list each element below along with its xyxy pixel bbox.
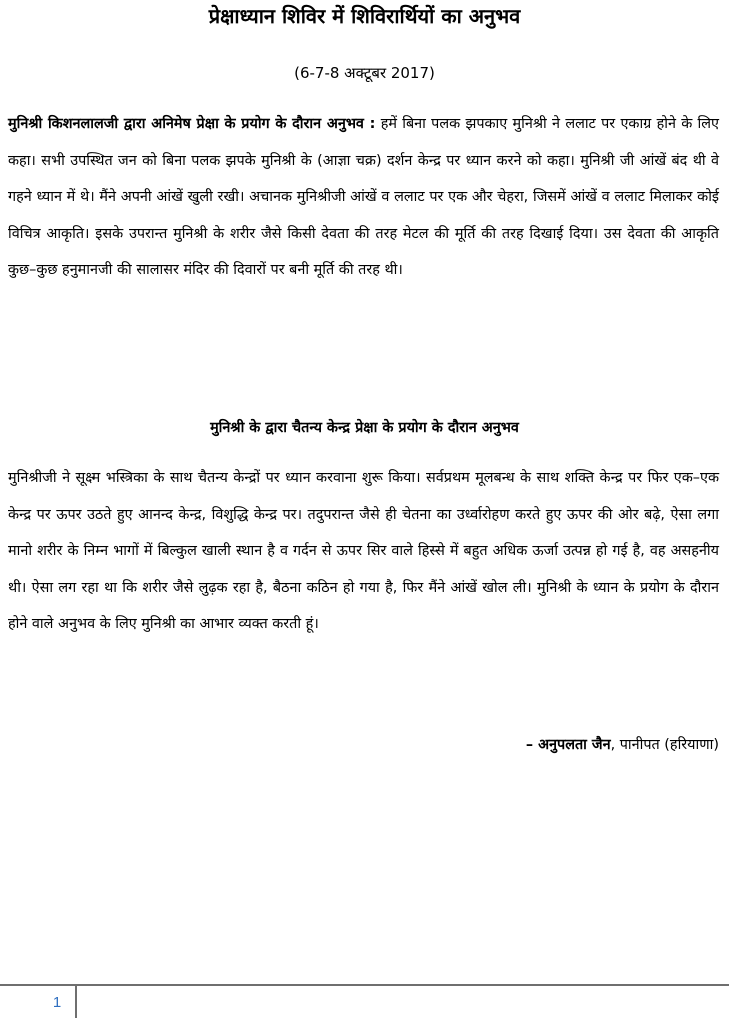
page-number-separator — [75, 986, 77, 1018]
paragraph-animesh-preksha — [8, 106, 719, 289]
page-number: 1 — [52, 994, 62, 1011]
signature-dash: – — [525, 737, 539, 753]
signature — [526, 730, 719, 760]
paragraph-lead: मुनिश्री किशनलालजी द्वारा अनिमेष प्रेक्षा के प्रयोग के दौरान अनुभव : — [8, 116, 376, 132]
event-date: (6-7-8 अक्टूबर 2017) — [294, 64, 435, 82]
author-place: , पानीपत (हरियाणा) — [610, 737, 719, 753]
footer-rule — [0, 984, 729, 986]
paragraph-chaitanya-kendra: मुनिश्रीजी ने सूक्ष्म भस्त्रिका के साथ चैतन्य केन्द्रों पर ध्यान करवाना शुरू किया। सर्वप्रथम मूलबन्ध के साथ शक्ति केन्द्र पर फिर एक–एक केन्द्र पर ऊपर उठते हुए आनन्द केन्द्र, विशुद्धि केन्द्र पर। तदुपरान्त जैसे ही चेतना का उर्ध्वारोहण करते हुए ऊपर की ओर बढ़े, ऐसा लगा मानो शरीर के निम्न भागों में बिल्कुल खाली स्थान है व गर्दन से ऊपर सिर वाले हिस्से में बहुत अधिक ऊर्जा उत्पन्न हो गई है, वह असहनीय थी। ऐसा लग रहा था कि शरीर जैसे लुढ़क रहा है, बैठना कठिन हो गया है, फिर मैंने आंखें खोल ली। मुनिश्री के ध्यान के प्रयोग के दौरान होने वाले अनुभव के लिए मुनिश्री का आभार व्यक्त करती हूं। — [8, 470, 719, 632]
page-title: प्रेक्षाध्यान शिविर में शिविरार्थियों का अनुभव — [208, 4, 521, 28]
paragraph-body: हमें बिना पलक झपकाए मुनिश्री ने ललाट पर एकाग्र होने के लिए कहा। सभी उपस्थित जन को बिना पलक झपके मुनिश्री के (आज्ञा चक्र) दर्शन केन्द्र पर ध्यान करने को कहा। मुनिश्री जी आंखें बंद थी वे गहने ध्यान में थे। मैंने अपनी आंखें खुली रखी। अचानक मुनिश्रीजी आंखें व ललाट पर एक और चेहरा, जिसमें आंखें व ललाट मिलाकर कोई विचित्र आकृति। इसके उपरान्त मुनिश्री के शरीर जैसे किसी देवता की तरह मेटल की मूर्ति की तरह दिखाई दिया। उस देवता की आकृति कुछ–कुछ हनुमानजी की सालासर मंदिर की दिवारों पर बनी मूर्ति की तरह थी। — [8, 116, 719, 278]
section-heading: मुनिश्री के द्वारा चैतन्य केन्द्र प्रेक्षा के प्रयोग के दौरान अनुभव — [210, 420, 519, 436]
author-name: अनुपलता जैन — [538, 737, 611, 753]
